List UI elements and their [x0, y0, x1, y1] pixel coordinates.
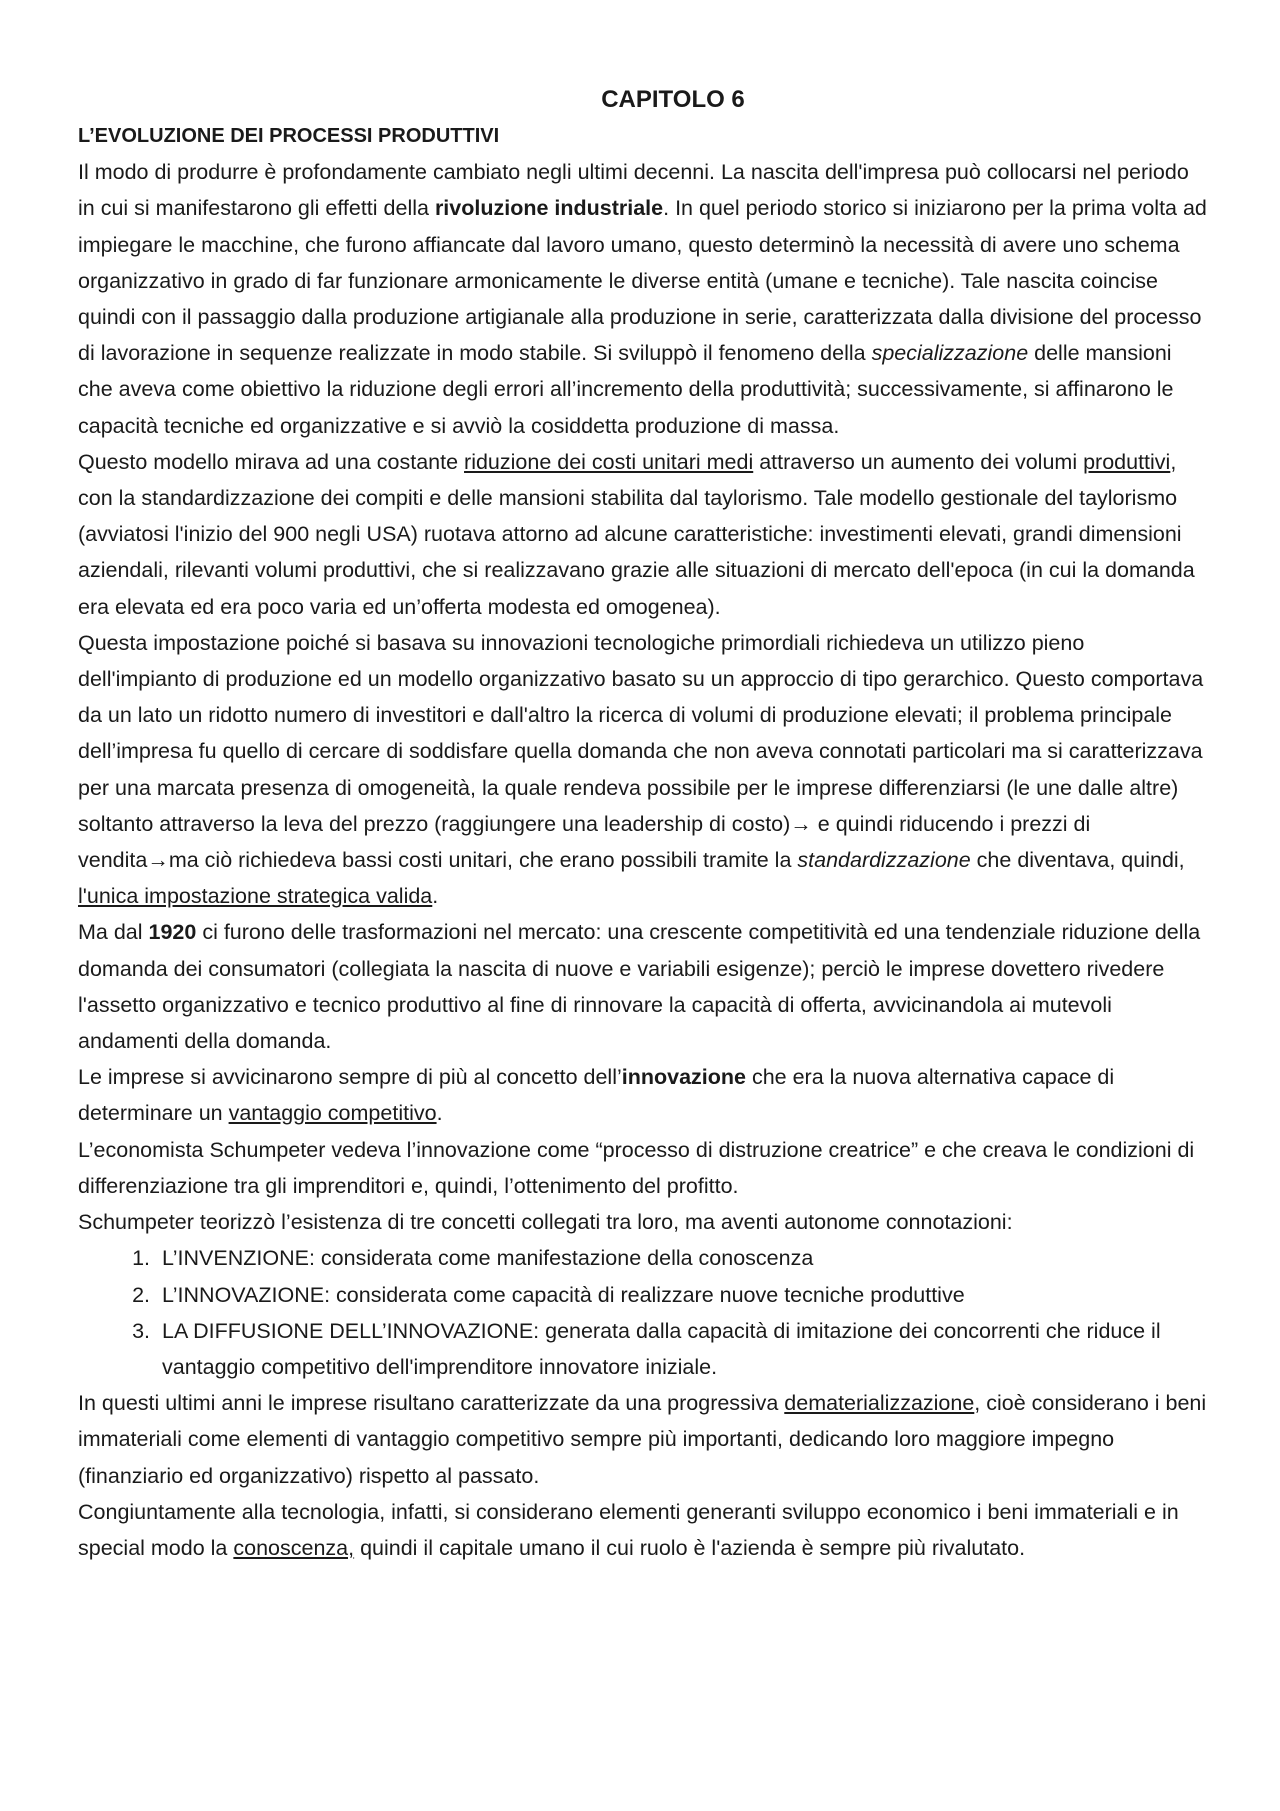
p5-run-4: .: [436, 1101, 443, 1126]
list-item-diffusion: 3. LA DIFFUSIONE DELL’INNOVAZIONE: generata dalla capacità di imitazione dei concorrenti che riduce il vantaggio competitivo dell'imprenditore innovatore iniziale.: [156, 1313, 1208, 1385]
p7-run-0: Schumpeter teorizzò l’esistenza di tre concetti collegati tra loro, ma aventi autonome connotazioni:: [78, 1210, 1013, 1235]
p4-run-2: ci furono delle trasformazioni nel mercato: una crescente competitività ed una tendenziale riduzione della domanda dei consumatori (collegiata la nascita di nuove e variabili esigenze); perciò le imprese dovettero rivedere l'assetto organizzativo e tecnico produttivo al fine di rinnovare la capacità di offerta, avvicinandola ai mutevoli andamenti della domanda.: [78, 920, 1201, 1054]
paragraph-5: [78, 1059, 1208, 1131]
p9-run-1: conoscenza,: [233, 1535, 355, 1560]
p9-run-0: Congiuntamente alla tecnologia, infatti, si considerano elementi generanti sviluppo economico i beni immateriali e in special modo la: [78, 1499, 1179, 1560]
paragraph-9: [78, 1494, 1208, 1566]
p4-run-0: Ma dal: [78, 920, 149, 945]
p5-run-0: Le imprese si avvicinarono sempre di più al concetto dell’: [78, 1065, 622, 1090]
p3-run-1: standardizzazione: [797, 848, 971, 873]
p8-run-0: In questi ultimi anni le imprese risultano caratterizzate da una progressiva: [78, 1391, 785, 1416]
paragraph-7: [78, 1204, 1208, 1240]
p2-run-0: Questo modello mirava ad una costante: [78, 449, 465, 474]
p2-run-3: produttivi: [1083, 449, 1171, 474]
p3-run-0: Questa impostazione poiché si basava su innovazioni tecnologiche primordiali richiedeva un utilizzo pieno dell'impianto di produzione ed un modello organizzativo basato su un approccio di tipo gerarchico. Questo comportava da un lato un ridotto numero di investitori e dall'altro la ricerca di volumi di produzione elevati; il problema principale dell’impresa fu quello di cercare di soddisfare quella domanda che non aveva connotati particolari ma si caratterizzava per una marcata presenza di omogeneità, la quale rendeva possibile per le imprese differenziarsi (le une dalle altre) soltanto attraverso la leva del prezzo (raggiungere una leadership di costo)→ e quindi riducendo i prezzi di vendita→ma ciò richiedeva bassi costi unitari, che erano possibili tramite la: [78, 630, 1204, 873]
p3-run-4: .: [432, 884, 439, 909]
concepts-list: [78, 1240, 1208, 1385]
paragraph-4: [78, 914, 1208, 1059]
p2-run-4: , con la standardizzazione dei compiti e delle mansioni stabilita dal taylorismo. Tale modello gestionale del taylorismo (avviatosi l'inizio del 900 negli USA) ruotava attorno ad alcune caratteristiche: investimenti elevati, grandi dimensioni aziendali, rilevanti volumi produttivi, che si realizzavano grazie alle situazioni di mercato dell'epoca (in cui la domanda era elevata ed era poco varia ed un’offerta modesta ed omogenea).: [78, 449, 1195, 619]
p4-run-1: 1920: [148, 920, 197, 945]
document-page: [78, 82, 1208, 1566]
paragraph-6: [78, 1132, 1208, 1204]
p3-run-3: l'unica impostazione strategica valida: [78, 884, 433, 909]
p1-run-1: rivoluzione industriale: [434, 196, 664, 221]
p3-run-2: che diventava, quindi,: [970, 848, 1185, 873]
p1-run-3: specializzazione: [871, 341, 1029, 366]
p8-run-2: , cioè considerano i beni immateriali come elementi di vantaggio competitivo sempre più importanti, dedicando loro maggiore impegno (finanziario ed organizzativo) rispetto al passato.: [78, 1391, 1207, 1488]
chapter-title: CAPITOLO 6: [601, 86, 745, 113]
list-item-innovation: 2. L’INNOVAZIONE: considerata come capacità di realizzare nuove tecniche produttive: [156, 1277, 1208, 1313]
paragraph-2: [78, 444, 1208, 625]
p8-run-1: dematerializzazione: [784, 1391, 975, 1416]
p9-run-2: quindi il capitale umano il cui ruolo è l'azienda è sempre più rivalutato.: [354, 1535, 1026, 1560]
p2-run-1: riduzione dei costi unitari medi: [464, 449, 754, 474]
p5-run-2: che era la nuova alternativa capace di determinare un: [78, 1065, 1115, 1126]
paragraph-8: [78, 1385, 1208, 1494]
p1-run-4: delle mansioni che aveva come obiettivo la riduzione degli errori all’incremento della produttività; successivamente, si affinarono le capacità tecniche ed organizzative e si avviò la cosiddetta produzione di massa.: [78, 341, 1174, 438]
p5-run-1: innovazione: [621, 1065, 746, 1090]
section-heading: L’EVOLUZIONE DEI PROCESSI PRODUTTIVI: [78, 125, 500, 147]
list-item-invention: 1. L’INVENZIONE: considerata come manifestazione della conoscenza: [156, 1240, 1208, 1276]
p6-run-0: L’economista Schumpeter vedeva l’innovazione come “processo di distruzione creatrice” e che creava le condizioni di differenziazione tra gli imprenditori e, quindi, l’ottenimento del profitto.: [78, 1137, 1195, 1198]
p5-run-3: vantaggio competitivo: [228, 1101, 437, 1126]
p1-run-2: . In quel periodo storico si iniziarono per la prima volta ad impiegare le macchine, che furono affiancate dal lavoro umano, questo determinò la necessità di avere uno schema organizzativo in grado di far funzionare armonicamente le diverse entità (umane e tecniche). Tale nascita coincise quindi con il passaggio dalla produzione artigianale alla produzione in serie, caratterizzata dalla divisione del processo di lavorazione in sequenze realizzate in modo stabile. Si sviluppò il fenomeno della: [78, 196, 1207, 366]
paragraph-1: [78, 154, 1208, 444]
p2-run-2: attraverso un aumento dei volumi: [753, 449, 1084, 474]
p1-run-0: Il modo di produrre è profondamente cambiato negli ultimi decenni. La nascita dell'impresa può collocarsi nel periodo in cui si manifestarono gli effetti della: [78, 160, 1189, 221]
paragraph-3: [78, 625, 1208, 915]
